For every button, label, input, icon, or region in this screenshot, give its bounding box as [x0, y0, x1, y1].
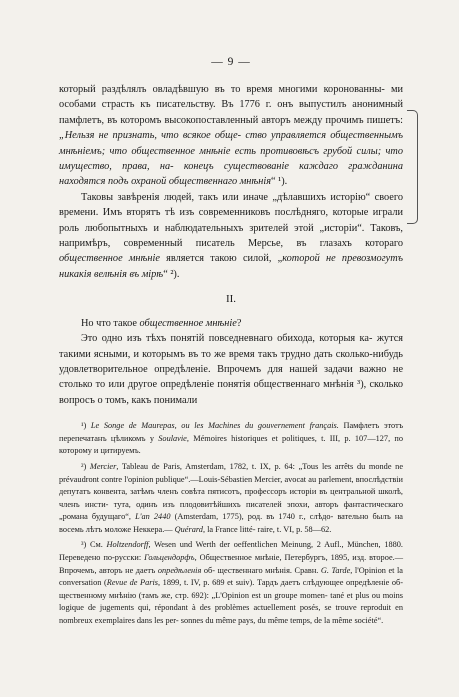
fn1-marker: ¹): [81, 421, 91, 431]
fn2-marker: ²): [81, 461, 90, 471]
para3-line1a: Но что такое: [81, 317, 140, 329]
page-number: — 9 —: [211, 56, 251, 68]
fn3-text3: об- щественнаго мнѣнія. Сравн.: [201, 565, 321, 575]
quote-line6: мнѣніе есть противовѣсъ грубой силы; что имущество, права, на-: [59, 145, 404, 173]
footnote-1: [59, 420, 403, 458]
para3-line5: нашей задачи важно не столько то или другое опредѣленіе понятія: [59, 363, 404, 391]
fn2-ref: , la France litté- raire, t. VI, p. 58—62.: [202, 524, 332, 534]
paragraph-1: [59, 82, 403, 190]
para2-line4: этой „исторіи“. Таковъ, напримѣръ, современный писатель Мерсье,: [59, 222, 404, 250]
fn3-text2: , Общественное мнѣніе, Петербургъ, 1895, изд. второе.—Впрочемъ, авторъ не даетъ: [59, 553, 403, 575]
para2-line2: своего времени. Имъ вторятъ тѣ изъ современниковъ послѣдняго,: [59, 191, 403, 219]
fn3-author3: G. Tarde: [320, 565, 351, 575]
fn3-text5: , 1899, t. IV, p. 689 et suiv). Тардъ даетъ слѣдующее опредѣленіе об- щественному мнѣнію (тамъ же, стр. 692): „L'Opinion est un groupe momen- tané et plus ou moins logique de jugements qui, répondant à des problèmes actuellement posés, se trouve reproduit en nombreux exemplaires dans les per- sonnes du même pays, du même temps, de la même société“.: [59, 578, 403, 626]
paragraph-3: [59, 331, 403, 408]
para2-line3: которые играли роль любопытныхъ и наблюдательныхъ зрителей: [59, 207, 403, 234]
paragraph-3-question: [59, 316, 403, 331]
para2-line5a: въ глазахъ котораго: [296, 238, 404, 250]
para1-line1: который раздѣлялъ овладѣвшую въ то время многими коронованны-: [59, 84, 385, 95]
fn2-author2: Quérard: [174, 524, 203, 534]
para3-line1c: ?: [236, 317, 242, 329]
footnote-2: [59, 461, 403, 537]
fn2-text2: (Amsterdam, 1775), род. въ 1740 г., слѣдо- вательно былъ на восемь лѣтъ моложе Неккера.—: [59, 512, 403, 534]
footnotes: [59, 420, 403, 628]
fn3-journal: Revue de Paris: [106, 578, 159, 588]
para2-line1: Таковы завѣренія людей, такъ или иначе „дѣлавшихъ исторію“: [81, 191, 371, 203]
fn1-text: Памфлетъ этотъ перепечатанъ цѣликомъ у: [59, 421, 404, 443]
fn2-text: , Tableau de Paris, Amsterdam, 1782, t. IX, p. 64: „Tous les arrêts du monde ne prévaudront contre l'opinion publique“.—Louis-Sébastien Mercier, avocat au parlement, впослѣдствіи депутатъ конвента, затѣмъ членъ совѣта пятисотъ, профессоръ исторіи въ центральной школѣ, членъ инсти- тута, одинъ изъ плодовитѣйшихъ писателей эпохи, авторъ фантастическаго „романа будущаго“,: [59, 461, 403, 522]
para1-line3: анонимный памфлетъ, въ которомъ высокопоставленный авторъ: [59, 99, 403, 126]
fn2-author: Mercier: [89, 461, 117, 471]
fn3-term: опредѣленія: [157, 565, 202, 575]
fn3-author-ru: Гольцендорфъ: [144, 553, 195, 563]
fn1-title: Le Songe de Maurepas, ou les Machines du gouvernement français.: [90, 421, 339, 431]
para1-line4a: между прочимъ пишетъ:: [293, 114, 403, 126]
quote-line5: ство управляется общественнымъ мнѣніемъ; что общественное: [59, 130, 403, 157]
para3-line2: Это одно изъ тѣхъ понятій повседневнаго обихода, которыя ка-: [81, 333, 373, 345]
fn3-marker: ³) См.: [81, 540, 107, 550]
fn1-author: Soulavie: [158, 433, 187, 443]
para3-italic-term: общественное мнѣніе: [139, 317, 237, 329]
para2-quote-open: „: [277, 253, 283, 265]
footnote-ref-2: “ ²).: [163, 268, 180, 280]
para3-line3: жутся такими ясными, и которымъ въ то же время такъ трудно: [59, 333, 404, 360]
fn2-work: L'an 2440: [135, 512, 171, 522]
footnote-3: [59, 539, 403, 627]
para3-line4: дать сколько-нибудь удовлетворительное опредѣленіе. Впрочемъ для: [59, 348, 403, 375]
main-text: [59, 82, 403, 408]
margin-bracket-mark: [407, 110, 418, 224]
quote-line8: общественнаго мнѣнія: [168, 176, 272, 188]
fn3-text: , Wesen und Werth der oeffentlichen Meinung, 2 Aufl., München, 1880. Переведено по-русски:: [59, 540, 403, 563]
fn3-text4: , l'Opinion et la conversation (: [59, 565, 403, 588]
para2-line5c: является такою силой,: [159, 253, 272, 265]
para1-line2: ми особами страсть къ писательству. Въ 1776 г. онъ выпустилъ: [59, 84, 403, 111]
fn1-ref: , Mémoires historiques et politiques, t. III, p. 107—127, по которому и цитируемъ.: [59, 433, 404, 456]
paragraph-2: [59, 190, 403, 282]
para2-quote: которой не превозмогутъ никакія велѣнія въ мірѣ: [59, 253, 403, 280]
quote-start: „Нельзя не признать, что всякое обще-: [59, 130, 242, 142]
para3-line6: общественнаго мнѣнія ³), сколько вопросъ о томъ, какъ понимали: [59, 379, 404, 406]
section-heading: II.: [225, 293, 237, 306]
fn3-author: Holtzendorff: [106, 540, 149, 550]
quote-line7: конецъ существованіе каждаго гражданина находятся подъ охраной: [59, 161, 403, 188]
para2-italic-term: общественное мнѣніе: [59, 253, 160, 265]
footnote-ref-1: “ ¹).: [271, 176, 288, 188]
